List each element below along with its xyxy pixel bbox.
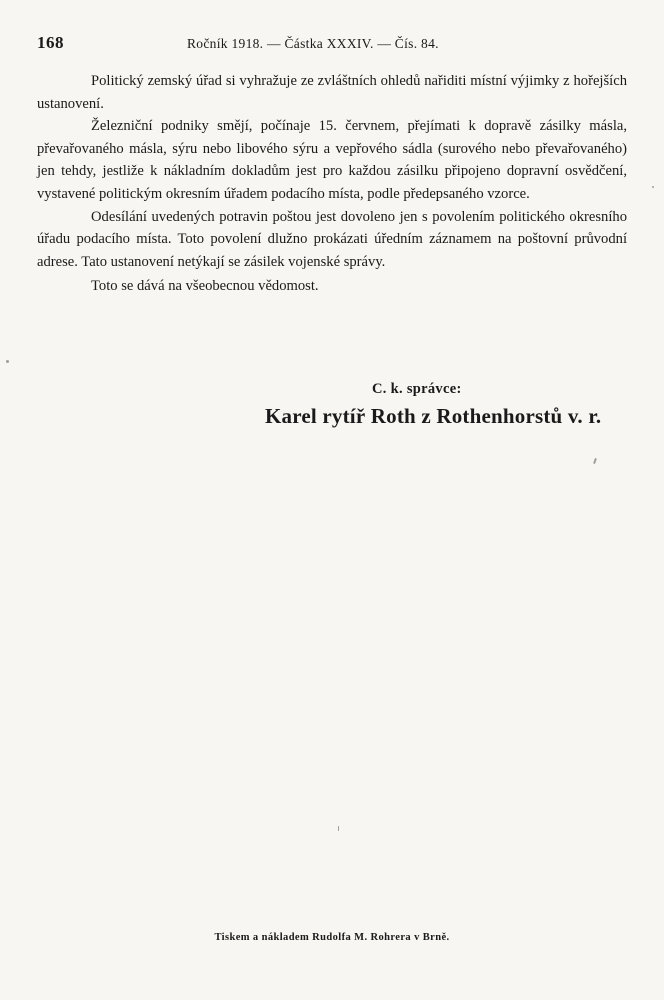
paragraph-railway-transport: Železniční podniky smějí, počínaje 15. červnem, přejímati k dopravě zásilky másla, převařovaného másla, sýru nebo libového sýru a vepřového sádla (surového nebo převařovaného) jen tehdy, jestliže k nákladním dokladům jest pro každou zásilku připojeno dopravní osvědčení, vystavené politickým okresním úřadem podacího místa, podle předepsaného vzorce. [37,118,627,202]
printer-imprint: Tiskem a nákladem Rudolfa M. Rohrera v Brně. [214,932,450,943]
paper-speck [652,186,654,188]
page-header [37,33,627,55]
paragraph-postal-shipping: Odesílání uvedených potravin poštou jest dovoleno jen s povolením politického okresního úřadu podacího místa. Toto povolení dlužno prokázati úředním záznamem na poštovní průvodní adrese. Tato ustanovení netýkají se zásilek vojenské správy. [37,208,627,270]
paper-speck [338,826,339,831]
paragraph-exceptions: Politický zemský úřad si vyhražuje ze zvláštních ohledů nařiditi místní výjimky z hořejších ustanovení. [37,73,627,112]
body-text [37,70,627,298]
paper-speck [6,360,9,363]
signature-name: Karel rytíř Roth z Rothenhorstů v. r. [265,404,602,428]
paragraph-announcement: Toto se dává na všeobecnou vědomost. [91,278,319,295]
paper-speck [593,458,597,464]
page-number: 168 [37,33,64,52]
running-head: Ročník 1918. — Částka XXXIV. — Čís. 84. [187,36,439,51]
signature-title: C. k. správce: [372,381,462,397]
